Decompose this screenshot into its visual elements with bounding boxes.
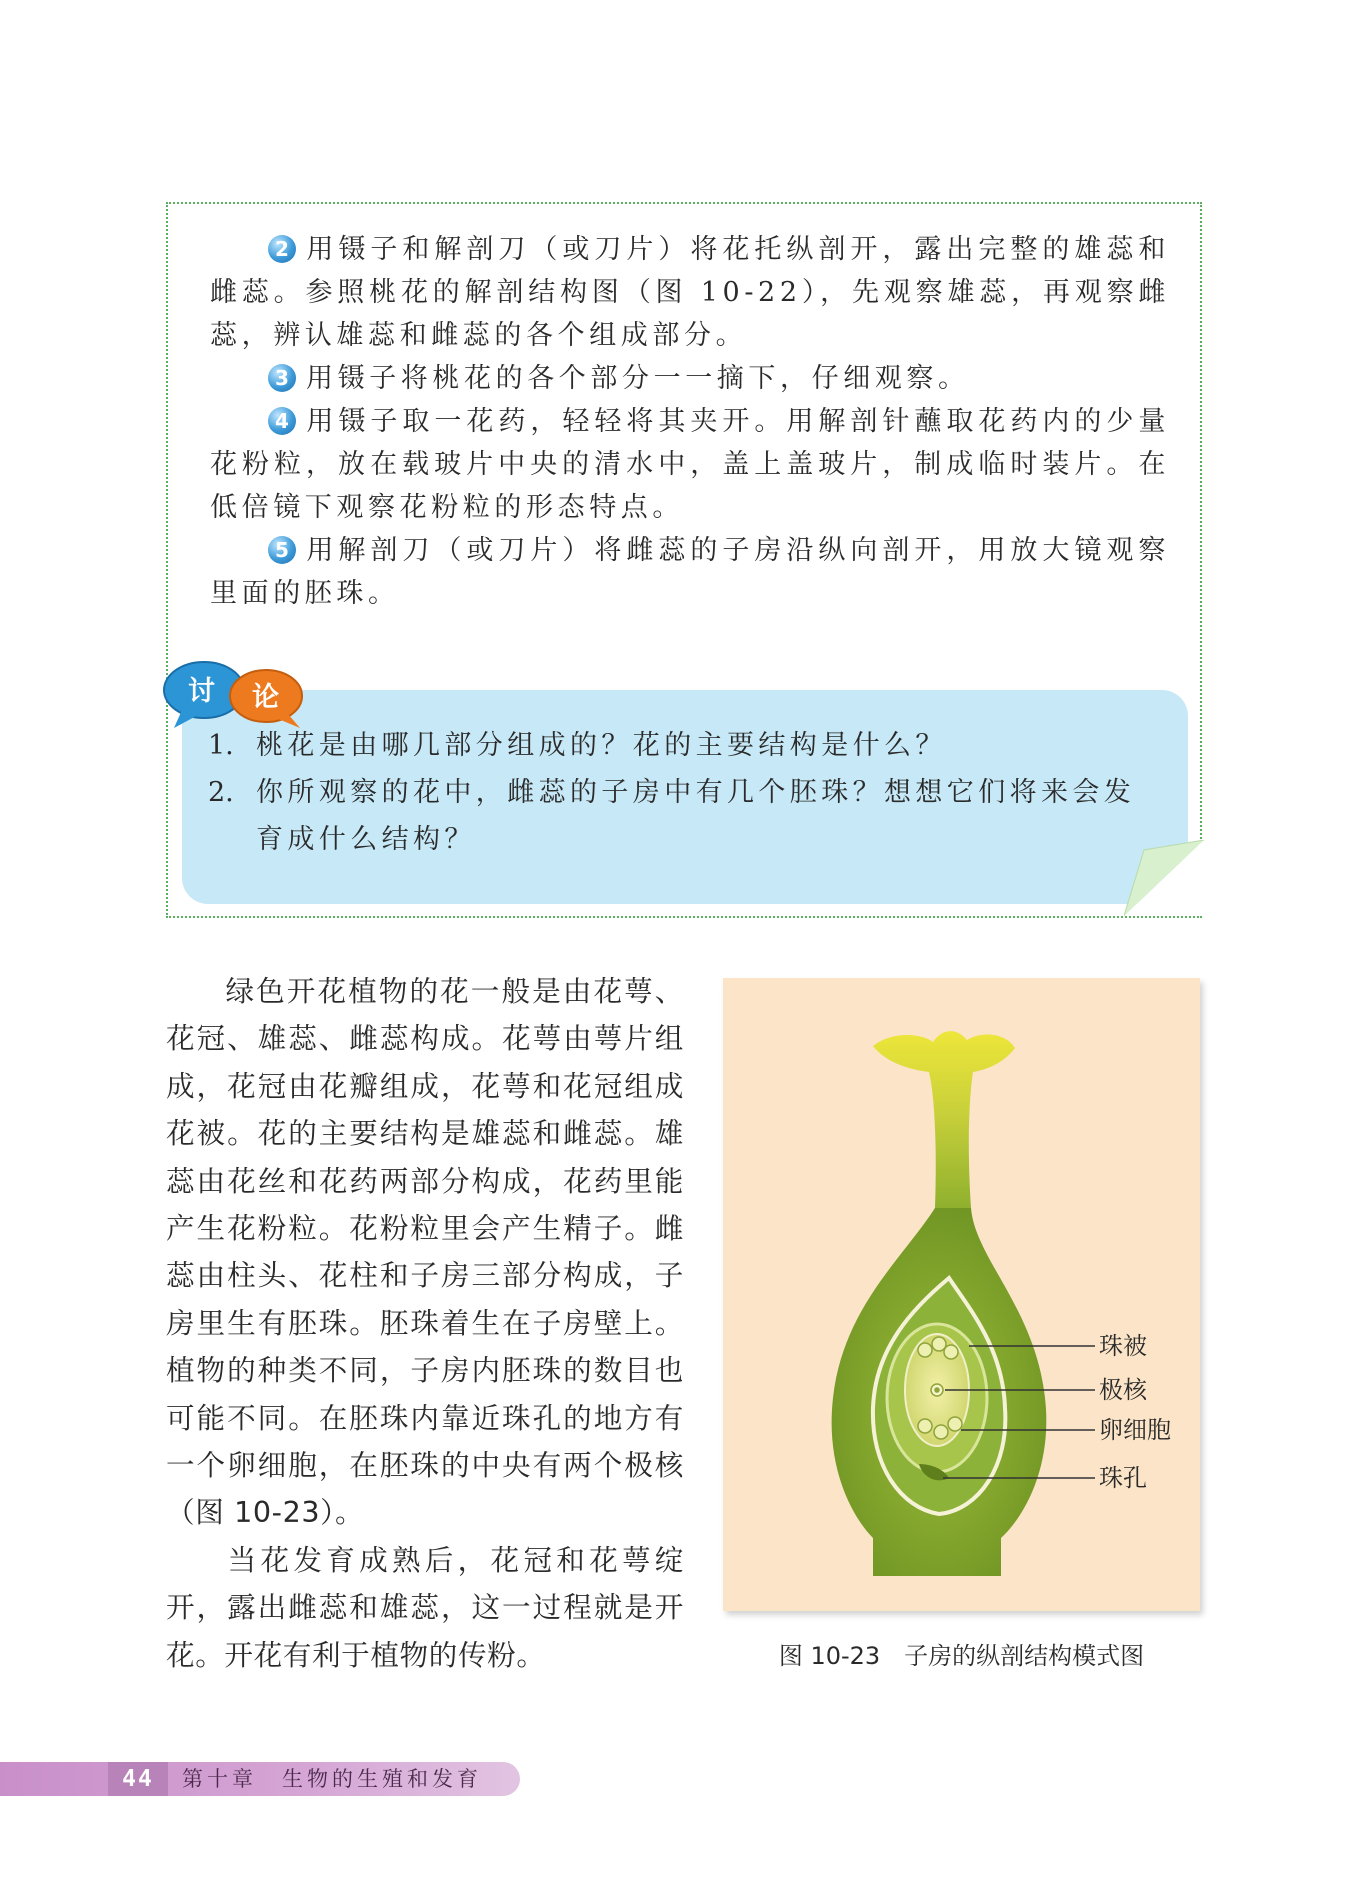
paragraph (166, 968, 684, 1537)
step-number-badge: 2 (268, 235, 296, 263)
question-text-continued: 育成什么结构？ (256, 824, 476, 855)
polar-nuclei (931, 1384, 943, 1396)
label-egg-cell: 卵细胞 (1099, 1416, 1171, 1444)
step-text: 用镊子和解剖刀（或刀片）将花托纵剖开，露出完整的雄蕊和雌蕊。参照桃花的解剖结构图（图 10-22），先观察雄蕊，再观察雌蕊，辨认雄蕊和雌蕊的各个组成部分。 (210, 234, 1170, 351)
question-text: 你所观察的花中，雌蕊的子房中有几个胚珠？想想它们将来会发 (256, 777, 1136, 808)
question-number: 2. (208, 777, 234, 808)
paragraph (166, 1537, 684, 1679)
step-number-badge: 4 (268, 407, 296, 435)
label-micropyle: 珠孔 (1099, 1464, 1147, 1492)
discussion-questions (208, 722, 1168, 863)
step-2 (210, 228, 1170, 357)
paragraph-text: 当花发育成熟后，花冠和花萼绽开，露出雌蕊和雄蕊，这一过程就是开花。开花有利于植物的传粉。 (166, 1542, 684, 1672)
activity-steps (210, 228, 1170, 615)
step-text: 用镊子取一花药，轻轻将其夹开。用解剖针蘸取花药内的少量花粉粒，放在载玻片中央的清水中，盖上盖玻片，制成临时装片。在低倍镜下观察花粉粒的形态特点。 (210, 406, 1170, 523)
body-text (166, 968, 684, 1679)
step-number-badge: 5 (268, 536, 296, 564)
question-1 (208, 722, 1168, 769)
badge-char-2: 论 (252, 682, 279, 713)
stigma (873, 1031, 1015, 1208)
question-2 (208, 769, 1168, 863)
figure-caption: 图 10-23 子房的纵剖结构模式图 (778, 1642, 1145, 1670)
step-text: 用镊子将桃花的各个部分一一摘下，仔细观察。 (306, 363, 970, 394)
label-polar-nuclei: 极核 (1099, 1376, 1147, 1404)
step-number-badge: 3 (268, 364, 296, 392)
discussion-badge (160, 658, 310, 730)
step-3 (210, 357, 1170, 400)
badge-char-1: 讨 (188, 676, 215, 707)
step-4 (210, 400, 1170, 529)
speech-bubble-orange (230, 670, 302, 728)
question-text: 桃花是由哪几部分组成的？花的主要结构是什么？ (256, 730, 947, 761)
question-number: 1. (208, 730, 234, 761)
paragraph-text: 绿色开花植物的花一般是由花萼、花冠、雄蕊、雌蕊构成。花萼由萼片组成，花冠由花瓣组成，花萼和花冠组成花被。花的主要结构是雄蕊和雌蕊。雄蕊由花丝和花药两部分构成，花药里能产生花粉粒。花粉粒里会产生精子。雌蕊由柱头、花柱和子房三部分构成，子房里生有胚珠。胚珠着生在子房壁上。植物的种类不同，子房内胚珠的数目也可能不同。在胚珠内靠近珠孔的地方有一个卵细胞，在胚珠的中央有两个极核（图 10-23）。 (166, 974, 684, 1530)
step-text: 用解剖刀（或刀片）将雌蕊的子房沿纵向剖开，用放大镜观察里面的胚珠。 (210, 535, 1170, 609)
step-5 (210, 529, 1170, 615)
chapter-title: 第十章 生物的生殖和发育 (182, 1767, 482, 1791)
ovary-diagram (723, 978, 1200, 1611)
page-number: 44 (108, 1762, 168, 1796)
label-integument: 珠被 (1099, 1332, 1147, 1360)
